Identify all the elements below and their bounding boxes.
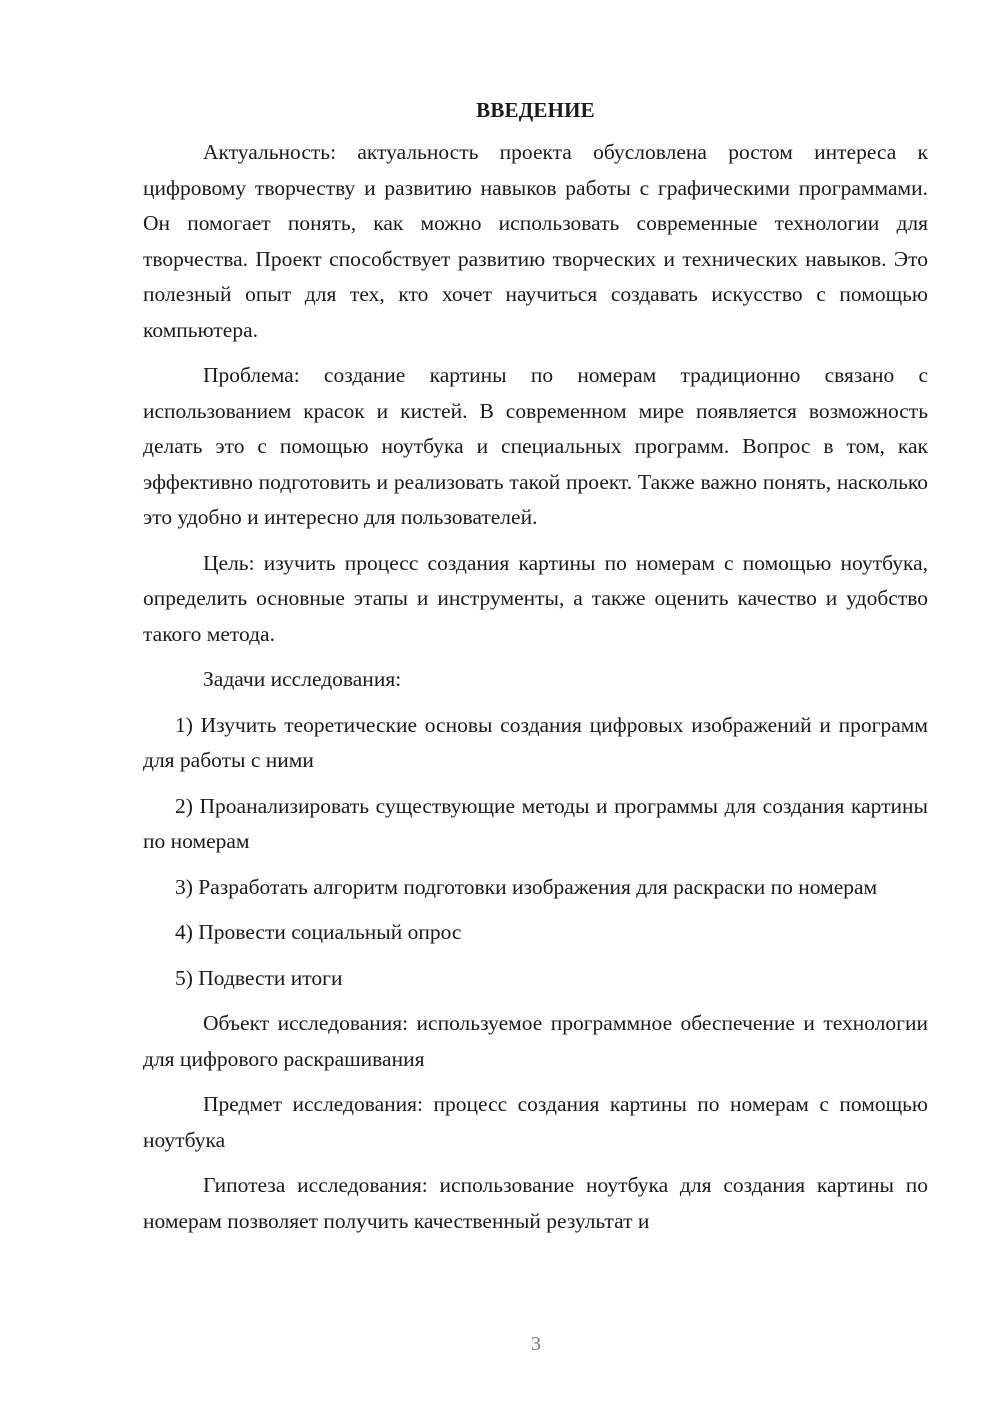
task-item-5: 5) Подвести итоги xyxy=(175,965,343,990)
paragraph-relevance: Актуальность: актуальность проекта обусловлена ростом интереса к цифровому творчеству и развитию навыков работы с графическими программами. Он помогает понять, как можно использовать современные технологии для творчества. Проект способствует развитию творческих и технических навыков. Это полезный опыт для тех, кто хочет научиться создавать искусство с помощью компьютера. xyxy=(143,140,928,342)
task-item-1: 1) Изучить теоретические основы создания цифровых изображений и программ для работы с ними xyxy=(143,712,928,772)
page-content xyxy=(143,95,928,1249)
task-item-4: 4) Провести социальный опрос xyxy=(175,920,462,944)
paragraph-hypothesis: Гипотеза исследования: использование ноутбука для создания картины по номерам позволяет получить качественный результат и xyxy=(143,1173,928,1233)
page-number: 3 xyxy=(531,1333,541,1355)
task-item-3: 3) Разработать алгоритм подготовки изображения для раскраски по номерам xyxy=(175,874,878,899)
paragraph-tasks-heading: Задачи исследования: xyxy=(203,667,402,691)
paragraph-goal: Цель: изучить процесс создания картины по номерам с помощью ноутбука, определить основные этапы и инструменты, а также оценить качество и удобство такого метода. xyxy=(143,550,928,646)
section-title: ВВЕДЕНИЕ xyxy=(476,98,595,122)
paragraph-problem: Проблема: создание картины по номерам традиционно связано с использованием красок и кистей. В современном мире появляется возможность делать это с помощью ноутбука и специальных программ. Вопрос в том, как эффективно подготовить и реализовать такой проект. Также важно понять, насколько это удобно и интересно для пользователей. xyxy=(143,363,928,529)
task-item-2: 2) Проанализировать существующие методы и программы для создания картины по номерам xyxy=(143,793,928,853)
paragraph-object: Объект исследования: используемое программное обеспечение и технологии для цифрового раскрашивания xyxy=(143,1011,928,1071)
paragraph-subject: Предмет исследования: процесс создания картины по номерам с помощью ноутбука xyxy=(143,1092,928,1152)
